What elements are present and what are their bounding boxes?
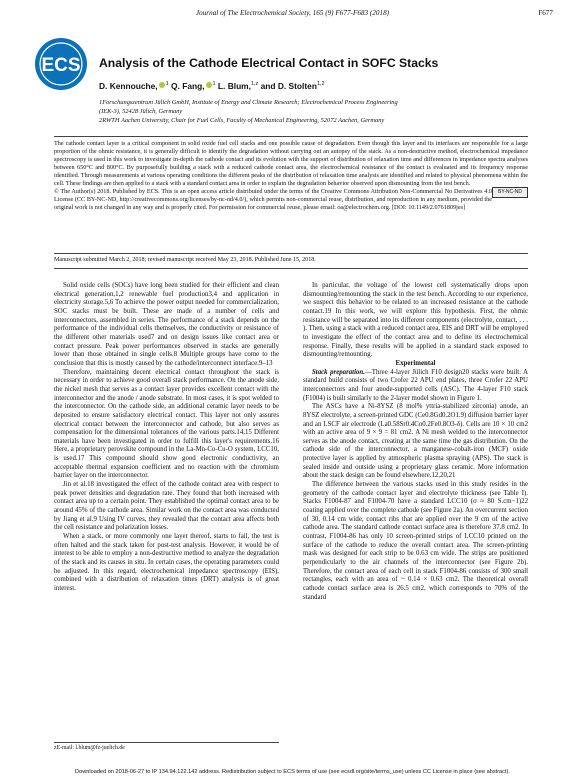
right-column: [303, 282, 528, 602]
page-number: F677: [538, 9, 553, 17]
body-paragraph: In particular, the voltage of the lowest cell systematically drops upon dismounting/remounting the stack in the test bench. According to our experience, we suspect this behavior to be related to an increased resistance at the cathode contact.19 In this work, we will explore this hypothesis. First, the ohmic resistance will be separated into its different components (electrolyte, contact, . . . ). Then, using a stack with a reduced contact area, EIS and DRT will be employed to investigate the effect of the contact area and to define its electrochemical response. Finally, these results will be applied in a standard stack exposed to dismounting/remounting.: [303, 282, 528, 359]
footnote: zE-mail: l.blum@fz-juelich.de: [54, 742, 279, 751]
affil-marker: 1: [212, 81, 216, 88]
affil-marker: 1: [165, 81, 169, 88]
license-text: BY-NC-ND © The Author(s) 2018. Published by ECS. This is an open access article distributed under the terms of the Creative Commons Attribution Non-Commercial No Derivatives 4.0 License (CC BY-NC-ND, http://creativecommons.org/licenses/by-nc-nd/4.0/), which permits non-commercial reuse, distribution, and reproduction in any medium, provided the original work is not changed in any way and is properly cited. For permission for commercial reuse, please email: oa@electrochem.org. [DOI: 10.1149/2.0761809jes]: [54, 188, 528, 212]
affiliation: (IEK-3), 52428 Jülich, Germany: [99, 108, 183, 115]
orcid-icon[interactable]: [206, 82, 212, 88]
abstract-text: The cathode contact layer is a critical component in solid oxide fuel cell stacks and one possible cause of degradation. Even though this layer and its interfaces are responsible for a large proportion of the ohmic resistance, it is generally difficult to identify the degradation without carrying out an autopsy of the stack. As a non-destructive method, electrochemical impedance spectroscopy is used in this work to investigate in-depth the cathode contact and its evolution with the support of distribution of relaxation time and differences in impedance spectra analyses between 650°C and 800°C. By purposefully building a stack with a reduced cathode contact area, the electrochemical resistance of the contact is evaluated and its frequency response identified. Through measurements at various operating conditions the different peaks of the distribution of relaxation time analysis are identified and related to physical phenomena within the cell. These findings are then applied to a stack with a standard contact area in order to explain the degradation behavior observed upon dismounting from the test bench.: [54, 140, 528, 187]
section-heading: Experimental: [395, 359, 436, 367]
ecs-logo-icon: [34, 37, 89, 91]
affiliation: 2RWTH Aachen University, Chair for Fuel Cells, Faculty of Mechanical Engineering, 52072 Aachen, Germany: [99, 117, 385, 124]
divider: [54, 268, 528, 269]
orcid-icon[interactable]: [159, 82, 165, 88]
journal-citation: Journal of The Electrochemical Society, 165 (9) F677-F683 (2018): [195, 9, 390, 17]
paper-title: Analysis of the Cathode Electrical Contact in SOFC Stacks: [99, 56, 439, 70]
affil-marker: 1,z: [250, 81, 259, 88]
body-paragraph: Therefore, maintaining decent electrical contact throughout the stack is necessary in order to achieve good overall stack performance. On the anode side, the nickel mesh that serves as a contact layer provides excellent contact with the interconnector and the anode / anode substrate. In most cases, it is spot welded to the interconnector. On the cathode side, an additional ceramic layer needs to be deposited to ensure satisfactory electrical contact. This layer not only assures electrical contact between the interconnector and cathode, but also serves as compensation for the dimensional tolerances of the various parts.14,15 Different materials have been investigated in order to fulfill this layer's requirements.16 Here, a proprietary perovskite compound in the La-Mn-Co-Cu-O system, LCC10, is used.17 This compound should show good electronic conductivity, an acceptable thermal expansion coefficient and no reaction with the chromium barrier layer on the interconnector.: [54, 368, 279, 480]
affil-marker: 1,2: [316, 81, 325, 88]
subsection-heading: Stack preparation.: [312, 368, 365, 376]
author-name: Q. Fang,: [171, 81, 205, 91]
body-paragraph: The difference between the various stacks used in this study resides in the geometry of the cathode contact layer and electrolyte thickness (see Table I). Stacks F1004-87 and F1004-70 have a standard LCC10 (σ ≈ 80 S.cm−1)22 coating applied over the complete cathode (see Figure 2a). An overcurrent section of 30, 0.14 cm wide, contact ribs that are applied over the 9 cm of the active cathode area. The standard cathode contact surface area is therefore 37.8 cm2. In contrast, F1004-86 has only 10 screen-printed strips of LCC10 printed on the surface of the cathode to reduce the overall contact area. The screen-printing mask was designed for each strip to be 0.63 cm wide. The strips are positioned perpendicularly to the air channels of the interconnector (see Figure 2b). Therefore, the contact area of each cell in stack F1004-86 consists of 300 small rectangles, each with an area of ~ 0.14 × 0.63 cm2. The theoretical overall cathode contact surface area is 26.5 cm2, which corresponds to 70% of the standard: [303, 481, 528, 601]
author-name: and D. Stolten: [260, 81, 317, 91]
left-column: [54, 282, 279, 594]
body-paragraph: When a stack, or more commonly one layer thereof, starts to fail, the test is often halted and the stack taken for post-test analysis. However, it would be of interest to be able to employ a non-destructive method to analyze the degradation of the stack and its causes in situ. In certain cases, the operating parameters could be adjusted. In this regard, electrochemical impedance spectroscopy (EIS), combined with a distribution of relaxation times (DRT) analysis is of great interest.: [54, 533, 279, 592]
body-paragraph: Solid oxide cells (SOCs) have long been studied for their efficient and clean electrical generation,1,2 renewable fuel production3,4 and application in electricity storage.5,6 To achieve the power output needed for commercialization, SOC stacks must be built. These are made of a number of cells and interconnectors, assembled in series. The performance of a stack depends on the performance of the individual cells themselves, the conductivity or resistance of the different other materials used7 and on design issues like contact area or contact pressure. Peak power performances observed in stacks are generally lower than those obtained in single cells.8 Multiple groups have come to the conclusion that this is mostly caused by the cathode/interconnect interface.9–13: [54, 282, 279, 367]
author-name: L. Blum,: [217, 81, 251, 91]
manuscript-dates: Manuscript submitted March 2, 2018; revised manuscript received May 23, 2018. Published June 15, 2018.: [54, 257, 316, 263]
svg-text:ECS: ECS: [41, 55, 81, 76]
divider: [54, 253, 528, 254]
affiliation: 1Forschungszentrum Jülich GmbH, Institute of Energy and Climate Research; Electrochemical Process Engineering: [99, 99, 398, 106]
body-paragraph: Jin et al.18 investigated the effect of the cathode contact area with respect to peak power densities and degradation rate. They found that both increased with contact area up to a certain point. They established the optimal contact area to be around 45% of the cathode area. Similar work on the contact area was conducted by Jiang et al.9 Using IV curves, they revealed that the contact area affects both the cell resistance and polarization losses.: [54, 481, 279, 532]
divider: [54, 136, 528, 137]
cc-license-badge[interactable]: BY-NC-ND: [492, 187, 528, 198]
author-name: D. Kennouche,: [99, 81, 158, 91]
author-list: [99, 81, 325, 91]
abstract: [54, 140, 528, 250]
body-paragraph: Stack preparation.—Three 4-layer Jülich F10 design20 stacks were built. A standard build consists of two Crofer 22 APU end plates, three Crofer 22 APU interconnectors and four anode-supported cells (ASC). The 4-layer F10 stack (F1004) is built similarly to the 2-layer model shown in Figure 1.: [303, 368, 529, 402]
download-notice: Downloaded on 2018-06-27 to IP 134.94.122.142 address. Redistribution subject to ECS terms of use (see ecsdl.org/site/terms_use) unless CC License in place (see abstract).: [75, 769, 510, 775]
body-paragraph: The ASCs have a Ni-8YSZ (8 mol% yttria-stabilized zirconia) anode, an 8YSZ electrolyte, a screen-printed GDC (Ce0.8Gd0.2O1.9) diffusion barrier layer and an LSCF air electrode (La0.58Sr0.4Co0.2Fe0.8O3-δ). Cells are 10 × 10 cm2 with an active area of 9 × 9 = 81 cm2. A Ni mesh welded to the interconnector serves as the anode contact, creating at the same time the gas distribution. On the cathode side of the interconnector, a manganese-cobalt-iron (MCF) oxide protective layer is applied by atmospheric plasma spraying (APS). The stack is sealed inside and outside using a proprietary glass ceramic. More information about the stack design can be found elsewhere.12,20,21: [303, 403, 528, 480]
